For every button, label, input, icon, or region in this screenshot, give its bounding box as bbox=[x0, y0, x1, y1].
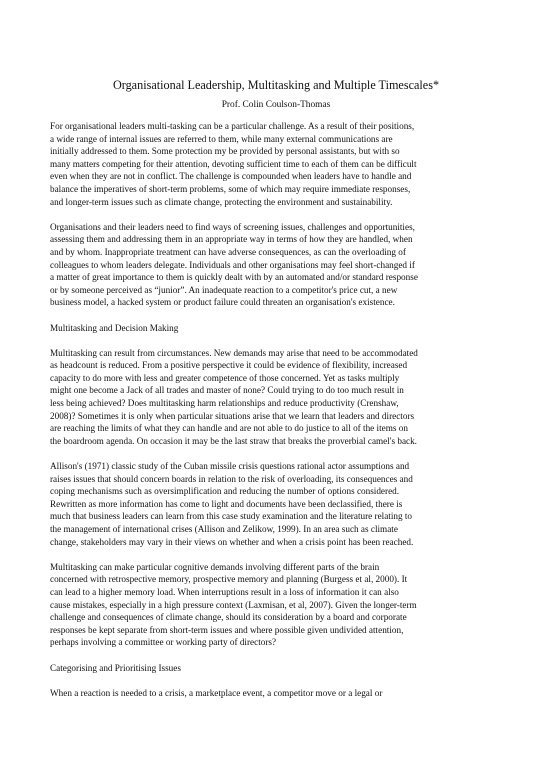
text-line: responses be kept separate from short-term issues and where possible given undivided attention, bbox=[50, 624, 404, 635]
body-paragraph bbox=[50, 687, 502, 700]
body-paragraph bbox=[50, 221, 502, 309]
text-line: the management of international crises (Allison and Zelikow, 1999). In an area such as climate bbox=[50, 524, 398, 534]
text-line: When a reaction is needed to a crisis, a marketplace event, a competitor move or a legal or bbox=[50, 687, 383, 698]
text-line: or by someone perceived as “junior”. An inadequate reaction to a competitor's price cut, a new bbox=[50, 284, 398, 295]
text-line: a matter of great importance to them is quickly dealt with by an automated and/or standard response bbox=[50, 272, 418, 283]
text-line: business model, a hacked system or product failure could threaten an organisation's existence. bbox=[50, 297, 395, 308]
text-line: concerned with retrospective memory, prospective memory and planning (Burgess et al, 2000). It bbox=[50, 574, 408, 585]
text-line: coping mechanisms such as oversimplification and reducing the number of options considered. bbox=[50, 486, 400, 497]
text-line: much that business leaders can learn from this case study examination and the literature relating to bbox=[50, 511, 413, 522]
text-line: the boardroom agenda. On occasion it may be the last straw that breaks the proverbial camel's back. bbox=[50, 435, 417, 446]
text-line: capacity to do more with less and greater competence of those concerned. Yet as tasks multiply bbox=[50, 372, 400, 383]
section-heading bbox=[50, 662, 502, 675]
text-line: raises issues that should concern boards in relation to the risk of overloading, its consequences and bbox=[50, 473, 413, 484]
text-line: as headcount is reduced. From a positive perspective it could be evidence of flexibility, increased bbox=[50, 360, 408, 371]
body-paragraph bbox=[50, 561, 502, 649]
text-line: are reaching the limits of what they can handle and are not able to do justice to all of the items on bbox=[50, 423, 408, 434]
document-author: Prof. Colin Coulson-Thomas bbox=[221, 100, 331, 110]
text-line: change, stakeholders may vary in their views on whether and when a crisis point has been reached. bbox=[50, 536, 414, 547]
text-line: perhaps involving a committee or working party of directors? bbox=[50, 637, 277, 648]
text-line: can lead to a higher memory load. When interruptions result in a loss of information it can also bbox=[50, 586, 399, 597]
text-line: cause mistakes, especially in a high pressure context (Laxmisan, et al, 2007). Given the longer-term bbox=[50, 599, 417, 610]
text-line: 2008)? Sometimes it is only when particular situations arise that we learn that leaders and directors bbox=[50, 410, 415, 421]
body-paragraph bbox=[50, 460, 502, 548]
text-line: Allison's (1971) classic study of the Cuban missile crisis questions rational actor assumptions and bbox=[50, 461, 410, 472]
text-line: and longer-term issues such as climate change, protecting the environment and sustainability. bbox=[50, 196, 393, 207]
text-line: might one become a Jack of all trades and master of none? Could trying to do too much result in bbox=[50, 385, 404, 396]
body-paragraph bbox=[50, 347, 502, 448]
text-line: colleagues to whom leaders delegate. Individuals and other organisations may feel short-changed if bbox=[50, 259, 415, 270]
text-line: a wide range of internal issues are referred to them, while many external communications are bbox=[50, 133, 393, 144]
text-line: balance the imperatives of short-term problems, some of which may require immediate responses, bbox=[50, 183, 411, 194]
text-line: Multitasking can make particular cognitive demands involving different parts of the brain bbox=[50, 561, 380, 572]
text-line: even when they are not in conflict. The challenge is compounded when leaders have to handle and bbox=[50, 171, 412, 182]
document-title: Organisational Leadership, Multitasking and Multiple Timescales* bbox=[112, 78, 440, 92]
document-body bbox=[50, 120, 502, 699]
text-line: challenge and consequences of climate change, should its consideration by a board and corporate bbox=[50, 612, 407, 623]
text-line: Organisations and their leaders need to find ways of screening issues, challenges and opportunities, bbox=[50, 221, 415, 232]
text-line: initially addressed to them. Some protection my be provided by personal assistants, but with so bbox=[50, 146, 400, 157]
text-line: and by whom. Inappropriate treatment can have adverse consequences, as can the overloading of bbox=[50, 246, 406, 257]
text-line: Categorising and Prioritising Issues bbox=[50, 662, 181, 673]
text-line: many matters competing for their attention, devoting sufficient time to each of them can be difficult bbox=[50, 158, 417, 169]
text-line: Multitasking and Decision Making bbox=[50, 322, 179, 333]
text-line: assessing them and addressing them in an appropriate way in terms of how they are handled, when bbox=[50, 234, 413, 245]
text-line: Multitasking can result from circumstances. New demands may arise that need to be accommodated bbox=[50, 347, 418, 358]
body-paragraph bbox=[50, 120, 502, 208]
text-line: Rewritten as more information has come to light and documents have been declassified, there is bbox=[50, 498, 403, 509]
section-heading bbox=[50, 322, 502, 335]
text-line: For organisational leaders multi-tasking can be a particular challenge. As a result of their positions, bbox=[50, 121, 415, 131]
text-line: less being achieved? Does multitasking harm relationships and reduce productivity (Crenshaw, bbox=[50, 398, 399, 409]
